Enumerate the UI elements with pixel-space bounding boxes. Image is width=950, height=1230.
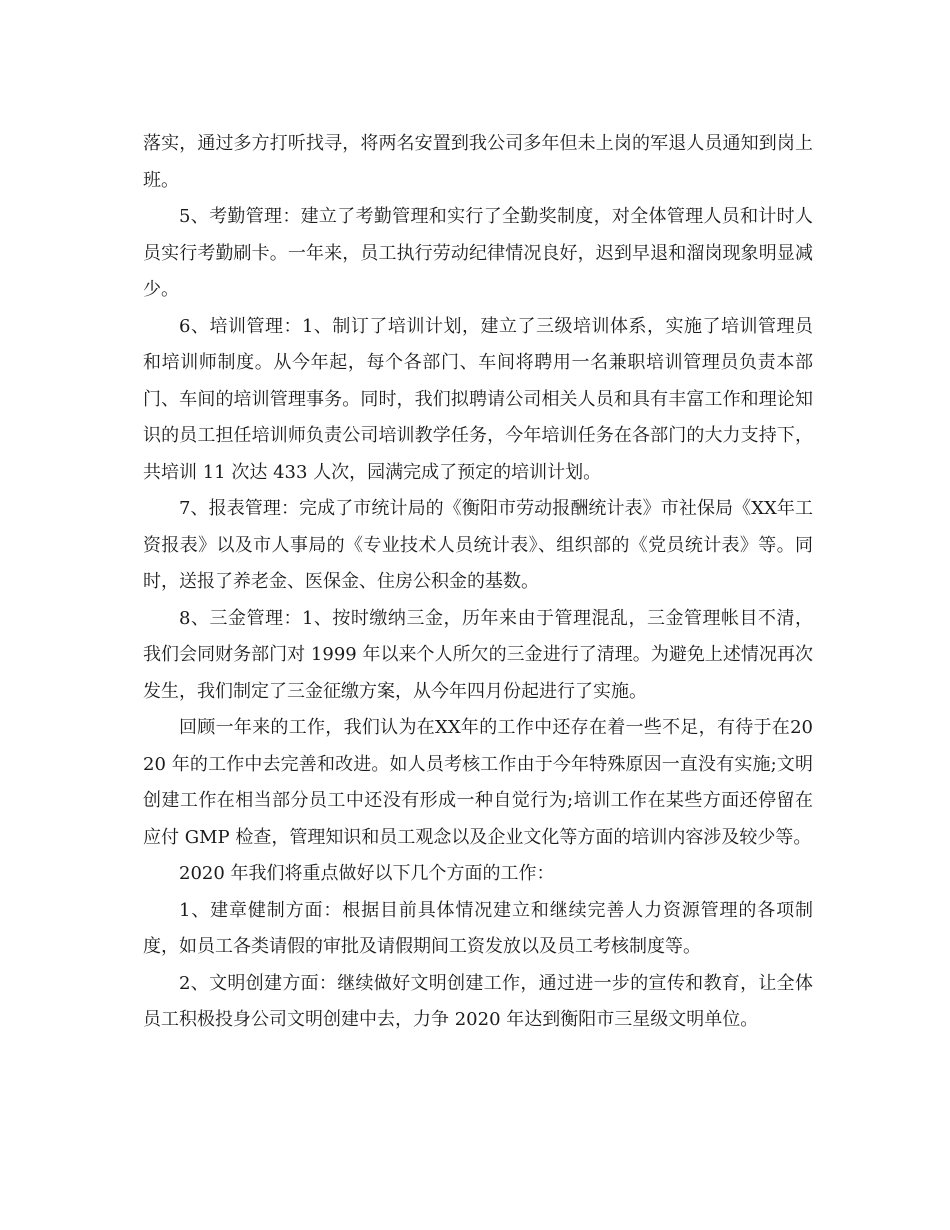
document-body xyxy=(143,126,813,1039)
paragraph-review: 回顾一年来的工作，我们认为在XX年的工作中还存在着一些不足，有待于在2020 年的工作中去完善和改进。如人员考核工作由于今年特殊原因一直没有实施;文明创建工作在相当部分员工中还没有形成一种自觉行为;培训工作在某些方面还停留在应付 GMP 检查，管理知识和员工观念以及企业文化等方面的培训内容涉及较少等。 xyxy=(143,717,813,848)
paragraph-attendance: 5、考勤管理：建立了考勤管理和实行了全勤奖制度，对全体管理人员和计时人员实行考勤刷卡。一年来，员工执行劳动纪律情况良好，迟到早退和溜岗现象明显减少。 xyxy=(143,206,813,300)
paragraph-continuation: 落实，通过多方打听找寻，将两名安置到我公司多年但未上岗的军退人员通知到岗上班。 xyxy=(143,133,813,191)
paragraph-three-funds: 8、三金管理：1、按时缴纳三金，历年来由于管理混乱，三金管理帐目不清，我们会同财务部门对 1999 年以来个人所欠的三金进行了清理。为避免上述情况再次发生，我们制定了三金征缴方案，从今年四月份起进行了实施。 xyxy=(143,607,813,702)
paragraph-plan-civility: 2、文明创建方面：继续做好文明创建工作，通过进一步的宣传和教育，让全体员工积极投身公司文明创建中去，力争 2020 年达到衡阳市三星级文明单位。 xyxy=(143,972,813,1030)
paragraph-training: 6、培训管理：1、制订了培训计划，建立了三级培训体系，实施了培训管理员和培训师制度。从今年起，每个各部门、车间将聘用一名兼职培训管理员负责本部门、车间的培训管理事务。同时，我们拟聘请公司相关人员和具有丰富工作和理论知识的员工担任培训师负责公司培训教学任务，今年培训任务在各部门的大力支持下，共培训 11 次达 433 人次，园满完成了预定的培训计划。 xyxy=(143,315,813,483)
paragraph-plan-rules: 1、建章健制方面：根据目前具体情况建立和继续完善人力资源管理的各项制度，如员工各类请假的审批及请假期间工资发放以及员工考核制度等。 xyxy=(143,899,813,957)
paragraph-plan-intro: 2020 年我们将重点做好以下几个方面的工作： xyxy=(179,863,555,884)
paragraph-reports: 7、报表管理：完成了市统计局的《衡阳市劳动报酬统计表》市社保局《XX年工资报表》以及市人事局的《专业技术人员统计表》、组织部的《党员统计表》等。同时，送报了养老金、医保金、住房公积金的基数。 xyxy=(143,498,813,592)
